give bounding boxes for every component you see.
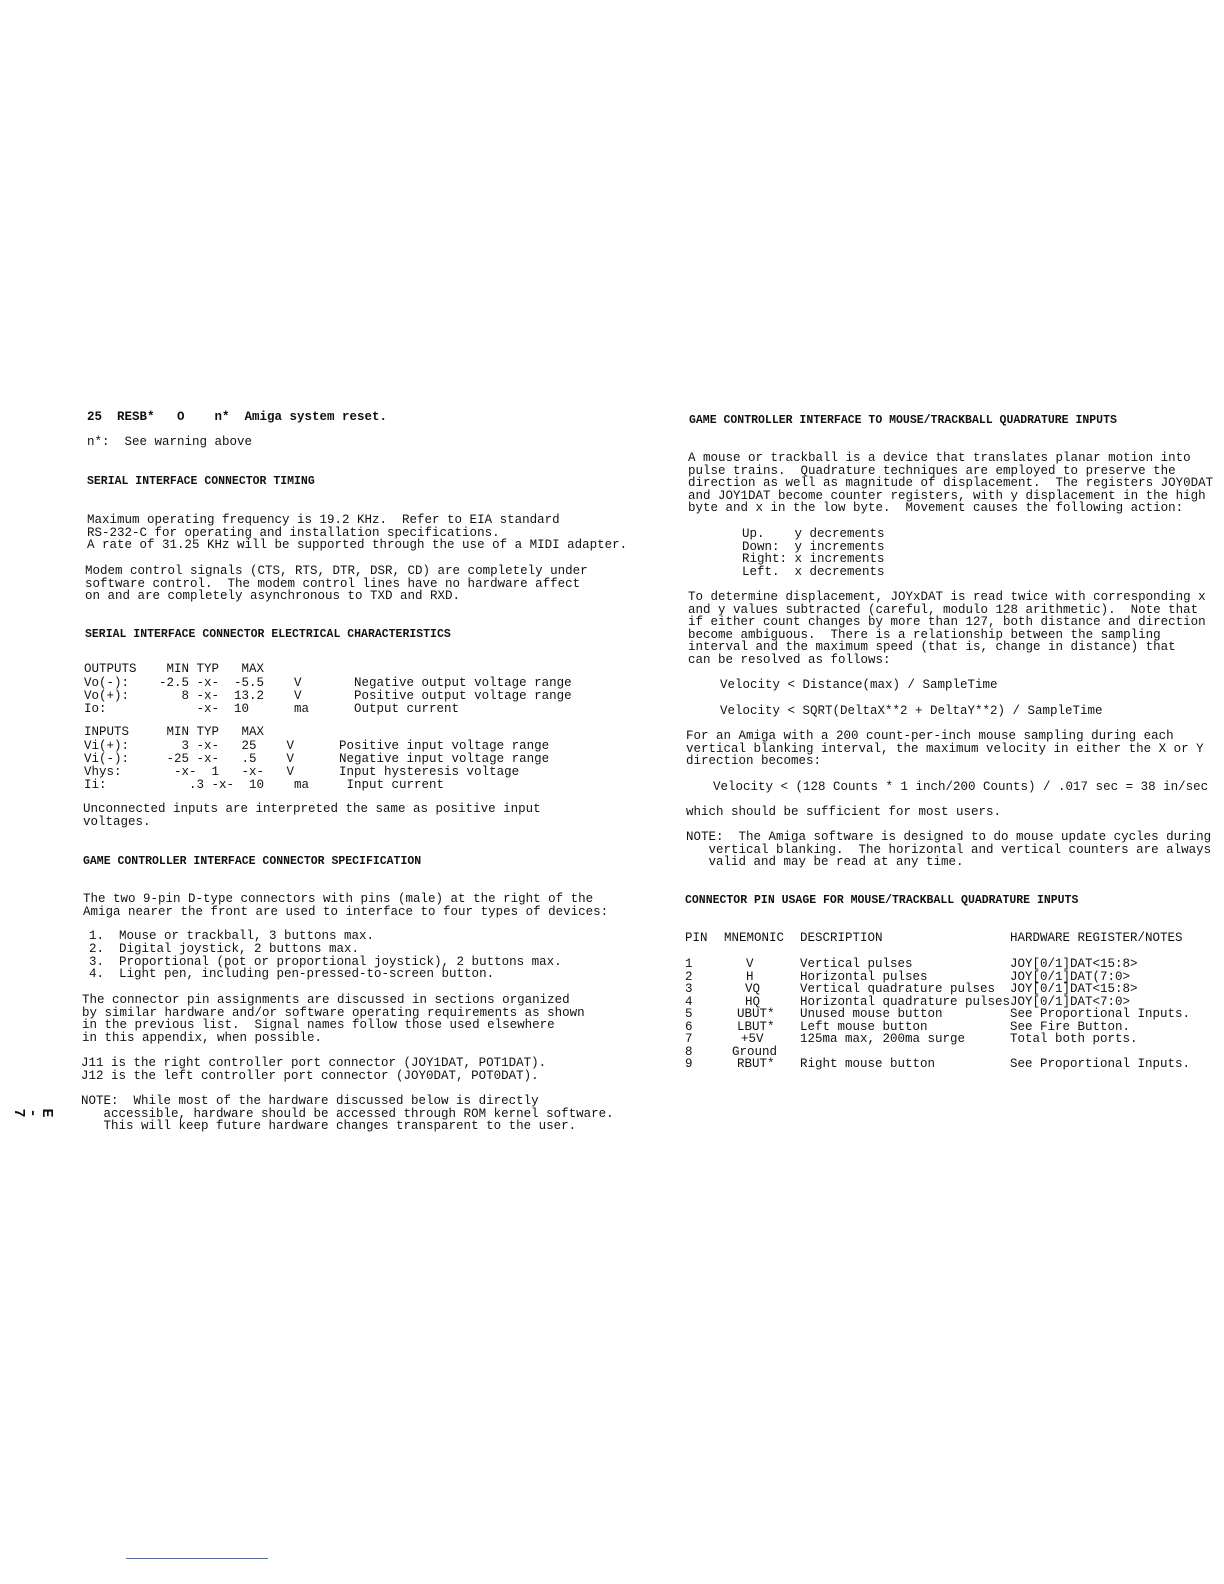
n-note: n*: See warning above [87, 435, 253, 449]
table-header-description: DESCRIPTION [800, 931, 883, 945]
list-item: Down: y increments [742, 540, 885, 554]
table-cell: Horizontal pulses [800, 970, 928, 984]
table-cell: JOY[0/1]DAT<15:8> [1010, 957, 1138, 971]
list-item: 3. Proportional (pot or proportional joystick), 2 buttons max. [89, 955, 562, 969]
displacement-paragraph: To determine displacement, JOYxDAT is read twice with corresponding x and y values subtracted (careful, modulo 128 arithmetic). Note that if either count changes by more than 127, both distance and direction become ambiguous. There is a relationship between the sampling interval and the maximum speed (that is, change in distance) that can be resolved as follows: [688, 590, 1206, 667]
table-cell: V [746, 957, 754, 971]
table-cell: 7 [685, 1032, 693, 1046]
table-cell: HQ [745, 995, 761, 1009]
page-number: E - 7 [10, 1108, 55, 1118]
outputs-table-row: Io: -x- 10 ma Output current [84, 702, 460, 716]
velocity-formula-3: Velocity < (128 Counts * 1 inch/200 Counts) / .017 sec = 38 in/sec [713, 780, 1209, 794]
note-paragraph: NOTE: While most of the hardware discussed below is directly accessible, hardware should be accessed through ROM kernel software. This will keep future hardware changes transparent to the user. [81, 1094, 614, 1134]
table-cell: +5V [741, 1032, 764, 1046]
table-cell: Left mouse button [800, 1020, 928, 1034]
amiga-mouse-paragraph: For an Amiga with a 200 count-per-inch mouse sampling during each vertical blanking interval, the maximum velocity in either the X or Y direction becomes: [686, 729, 1204, 769]
serial-timing-paragraph: Maximum operating frequency is 19.2 KHz. Refer to EIA standard RS-232-C for operating and installation specifications. A rate of 31.25 KHz will be supported through the use of a MIDI adapter. [87, 513, 628, 553]
electrical-heading: SERIAL INTERFACE CONNECTOR ELECTRICAL CHARACTERISTICS [85, 628, 451, 641]
inputs-table-row: Vi(+): 3 -x- 25 V Positive input voltage range [84, 739, 550, 753]
ports-paragraph: J11 is the right controller port connector (JOY1DAT, POT1DAT). J12 is the left controller port connector (JOY0DAT, POT0DAT). [81, 1056, 547, 1083]
outputs-table-row: Vo(+): 8 -x- 13.2 V Positive output voltage range [84, 689, 572, 703]
unconnected-paragraph: Unconnected inputs are interpreted the same as positive input voltages. [83, 802, 541, 829]
table-cell: Vertical quadrature pulses [800, 982, 996, 996]
list-item: Up. y decrements [742, 527, 885, 541]
table-cell: Right mouse button [800, 1057, 936, 1071]
inputs-table-row: Vi(-): -25 -x- .5 V Negative input voltage range [84, 752, 550, 766]
inputs-table-row: INPUTS MIN TYP MAX [84, 725, 265, 739]
modem-paragraph: Modem control signals (CTS, RTS, DTR, DSR, CD) are completely under software control. The modem control lines have no hardware affect on and are completely asynchronous to TXD and RXD. [85, 564, 588, 604]
inputs-table-row: Vhys: -x- 1 -x- V Input hysteresis voltage [84, 765, 520, 779]
connectors-paragraph: The two 9-pin D-type connectors with pins (male) at the right of the Amiga nearer the front are used to interface to four types of devices: [83, 892, 609, 919]
table-cell: Horizontal quadrature pulses [800, 995, 1011, 1009]
table-cell: 8 [685, 1045, 693, 1059]
inputs-table-row: Ii: .3 -x- 10 ma Input current [84, 778, 445, 792]
table-header-mnemonic: MNEMONIC [724, 931, 785, 945]
note-paragraph: NOTE: The Amiga software is designed to do mouse update cycles during vertical blanking. The horizontal and vertical counters are always valid and may be read at any time. [686, 830, 1212, 870]
list-item: 2. Digital joystick, 2 buttons max. [89, 942, 360, 956]
sufficient-line: which should be sufficient for most users. [686, 805, 1002, 819]
list-item: Left. x decrements [742, 565, 885, 579]
table-cell: RBUT* [737, 1057, 775, 1071]
table-cell: LBUT* [737, 1020, 775, 1034]
table-cell: See Proportional Inputs. [1010, 1057, 1191, 1071]
table-cell: JOY[0/1]DAT<7:0> [1010, 995, 1131, 1009]
serial-timing-heading: SERIAL INTERFACE CONNECTOR TIMING [87, 475, 315, 488]
table-cell: JOY[0/1]DAT<15:8> [1010, 982, 1138, 996]
table-header-pin: PIN [685, 931, 708, 945]
table-cell: Vertical pulses [800, 957, 913, 971]
list-item: 4. Light pen, including pen-pressed-to-screen button. [89, 967, 495, 981]
list-item: Right: x increments [742, 552, 885, 566]
table-cell: 125ma max, 200ma surge [800, 1032, 966, 1046]
table-cell: See Fire Button. [1010, 1020, 1131, 1034]
table-cell: VQ [745, 982, 761, 996]
velocity-formula-2: Velocity < SQRT(DeltaX**2 + DeltaY**2) / SampleTime [720, 704, 1103, 718]
velocity-formula-1: Velocity < Distance(max) / SampleTime [720, 678, 998, 692]
footer-rule [126, 1558, 268, 1559]
table-header-notes: HARDWARE REGISTER/NOTES [1010, 931, 1183, 945]
table-cell: 4 [685, 995, 693, 1009]
outputs-table-row: Vo(-): -2.5 -x- -5.5 V Negative output voltage range [84, 676, 572, 690]
table-cell: 1 [685, 957, 693, 971]
pin-heading: CONNECTOR PIN USAGE FOR MOUSE/TRACKBALL QUADRATURE INPUTS [685, 894, 1079, 907]
table-cell: See Proportional Inputs. [1010, 1007, 1191, 1021]
table-cell: 9 [685, 1057, 693, 1071]
table-cell: JOY[0/1]DAT(7:0> [1010, 970, 1131, 984]
table-cell: UBUT* [737, 1007, 775, 1021]
table-cell: 5 [685, 1007, 693, 1021]
mouse-heading: GAME CONTROLLER INTERFACE TO MOUSE/TRACKBALL QUADRATURE INPUTS [689, 414, 1117, 427]
table-cell: 6 [685, 1020, 693, 1034]
resb-line: 25 RESB* O n* Amiga system reset. [87, 410, 388, 424]
list-item: 1. Mouse or trackball, 3 buttons max. [89, 929, 375, 943]
outputs-table-row: OUTPUTS MIN TYP MAX [84, 662, 265, 676]
table-cell: 2 [685, 970, 693, 984]
table-cell: Ground [732, 1045, 778, 1059]
table-cell: Total both ports. [1010, 1032, 1138, 1046]
table-cell: H [746, 970, 754, 984]
mouse-paragraph: A mouse or trackball is a device that translates planar motion into pulse trains. Quadrature techniques are employed to preserve the direction as well as magnitude of displacement. The registers JOY0DAT and JOY1DAT become counter registers, with y displacement in the high byte and x in the low byte. Movement causes the following action: [688, 451, 1214, 516]
game-spec-heading: GAME CONTROLLER INTERFACE CONNECTOR SPECIFICATION [83, 855, 422, 868]
pin-assignment-paragraph: The connector pin assignments are discussed in sections organized by similar hardware and/or software operating requirements as shown in the previous list. Signal names follow those used elsewhere in this appendix, when possible. [82, 993, 585, 1045]
table-cell: 3 [685, 982, 693, 996]
table-cell: Unused mouse button [800, 1007, 943, 1021]
